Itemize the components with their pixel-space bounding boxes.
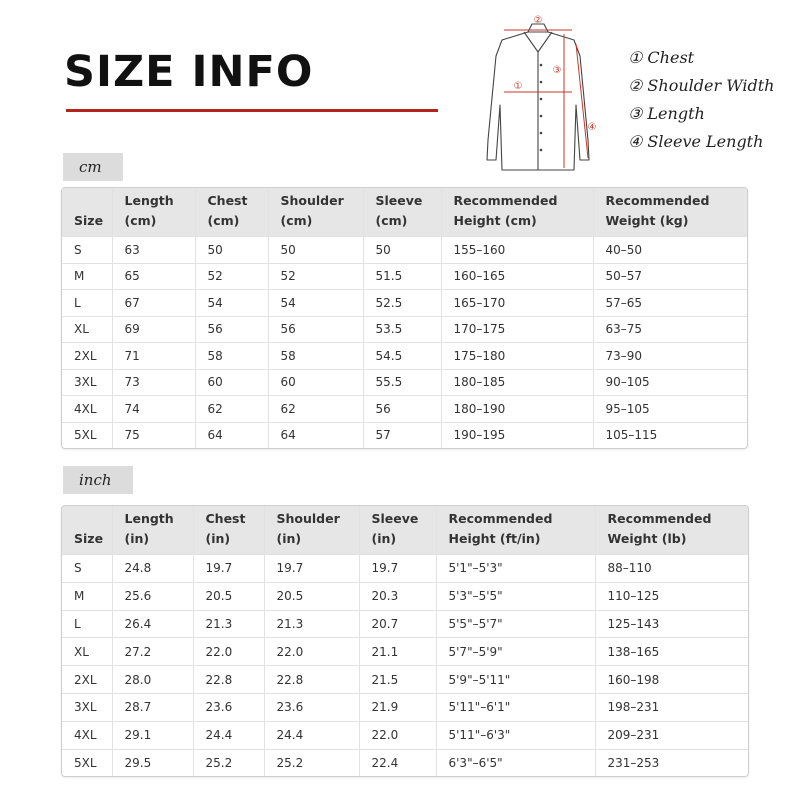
table-cell: 26.4 [112, 610, 193, 638]
table-cell: 155–160 [441, 237, 593, 264]
table-cell: 2XL [62, 666, 112, 694]
table-cell: 67 [112, 290, 195, 317]
column-header-line2: (cm) [207, 213, 240, 228]
table-row [62, 555, 748, 583]
table-cell: 22.0 [193, 638, 264, 666]
table-cell: 56 [363, 396, 441, 423]
sleeve-measure-line [576, 44, 588, 158]
table-cell: 57 [363, 422, 441, 448]
table-cell: 5'9"–5'11" [436, 666, 595, 694]
table-cell: 160–198 [595, 666, 748, 694]
table-cell: 4XL [62, 721, 112, 749]
table-cell: 73–90 [593, 343, 747, 370]
table-cell: 50 [268, 237, 363, 264]
table-header-row [62, 506, 748, 555]
table-cell: 20.5 [264, 582, 359, 610]
column-header [112, 506, 193, 555]
page-title: SIZE INFO [64, 47, 314, 97]
table-cell: 24.8 [112, 555, 193, 583]
column-header-line1: Recommended [605, 193, 710, 208]
table-cell: 2XL [62, 343, 112, 370]
table-row [62, 369, 747, 396]
table-cell: 19.7 [193, 555, 264, 583]
measurement-legend [628, 44, 774, 156]
table-row [62, 290, 747, 317]
table-cell: 22.0 [359, 721, 436, 749]
table-cell: 5'1"–5'3" [436, 555, 595, 583]
table-cell: 20.7 [359, 610, 436, 638]
table-cell: 64 [268, 422, 363, 448]
title-underline [66, 109, 438, 112]
table-cell: 198–231 [595, 693, 748, 721]
table-row [62, 638, 748, 666]
table-cell: 28.0 [112, 666, 193, 694]
table-row [62, 316, 747, 343]
table-cell: 27.2 [112, 638, 193, 666]
table-cell: 5'5"–5'7" [436, 610, 595, 638]
table-cell: 6'3"–6'5" [436, 749, 595, 776]
column-header [593, 188, 747, 237]
table-cell: 165–170 [441, 290, 593, 317]
column-header [363, 188, 441, 237]
table-cell: 52 [268, 263, 363, 290]
column-header-line2: Height (cm) [453, 213, 537, 228]
column-header-line1: Recommended [448, 511, 553, 526]
table-cell: 5XL [62, 749, 112, 776]
column-header [193, 506, 264, 555]
marker-shoulder: ② [533, 15, 543, 26]
table-cell: 21.9 [359, 693, 436, 721]
unit-tag-cm: cm [63, 153, 123, 181]
column-header-line2: (cm) [375, 213, 408, 228]
table-cell: 20.5 [193, 582, 264, 610]
table-cell: 65 [112, 263, 195, 290]
table-row [62, 749, 748, 776]
table-cell: 21.5 [359, 666, 436, 694]
table-cell: 21.3 [264, 610, 359, 638]
table-cell: 25.2 [193, 749, 264, 776]
table-cell: XL [62, 316, 112, 343]
table-cell: 190–195 [441, 422, 593, 448]
table-cell: 62 [195, 396, 268, 423]
table-row [62, 693, 748, 721]
table-cell: 73 [112, 369, 195, 396]
table-cell: 180–190 [441, 396, 593, 423]
table-cell: 62 [268, 396, 363, 423]
column-header-line1: Length [124, 511, 174, 526]
table-cell: M [62, 582, 112, 610]
table-cell: 56 [268, 316, 363, 343]
column-header [436, 506, 595, 555]
column-header-line2: (in) [124, 531, 150, 546]
table-cell: 21.3 [193, 610, 264, 638]
column-header-line1: Sleeve [371, 511, 419, 526]
table-row [62, 610, 748, 638]
table-cell: 63 [112, 237, 195, 264]
table-cell: 105–115 [593, 422, 747, 448]
table-cell: 60 [268, 369, 363, 396]
column-header-line1: Sleeve [375, 193, 423, 208]
table-cell: 21.1 [359, 638, 436, 666]
legend-length: ③ Length [628, 104, 705, 123]
table-cell: 125–143 [595, 610, 748, 638]
table-cell: 160–165 [441, 263, 593, 290]
table-row [62, 721, 748, 749]
table-cell: 51.5 [363, 263, 441, 290]
table-cell: 5'11"–6'3" [436, 721, 595, 749]
size-table-cm-grid [62, 188, 747, 448]
table-cell: 50 [363, 237, 441, 264]
table-cell: 40–50 [593, 237, 747, 264]
table-cell: S [62, 555, 112, 583]
table-row [62, 343, 747, 370]
table-cell: 55.5 [363, 369, 441, 396]
column-header [62, 506, 112, 555]
column-header-line2: (in) [276, 531, 302, 546]
size-table-cm [61, 187, 748, 449]
unit-tag-inch: inch [63, 466, 133, 494]
table-row [62, 582, 748, 610]
table-cell: 58 [268, 343, 363, 370]
legend-shoulder-width: ② Shoulder Width [628, 76, 775, 95]
table-cell: L [62, 610, 112, 638]
marker-sleeve: ④ [587, 122, 597, 133]
column-header-line2: Height (ft/in) [448, 531, 541, 546]
column-header-line1: Chest [205, 511, 246, 526]
column-header-line2: (cm) [280, 213, 313, 228]
column-header-line2: (cm) [124, 213, 157, 228]
table-cell: 22.8 [264, 666, 359, 694]
table-row [62, 237, 747, 264]
table-cell: 53.5 [363, 316, 441, 343]
table-cell: 75 [112, 422, 195, 448]
column-header-line1: Length [124, 193, 174, 208]
table-cell: 170–175 [441, 316, 593, 343]
table-cell: 5'11"–6'1" [436, 693, 595, 721]
column-header [595, 506, 748, 555]
table-cell: 25.6 [112, 582, 193, 610]
column-header [359, 506, 436, 555]
table-cell: 50 [195, 237, 268, 264]
table-cell: 23.6 [264, 693, 359, 721]
table-cell: 4XL [62, 396, 112, 423]
column-header [268, 188, 363, 237]
table-cell: 5XL [62, 422, 112, 448]
table-cell: 22.8 [193, 666, 264, 694]
column-header [62, 188, 112, 237]
table-cell: L [62, 290, 112, 317]
table-cell: 209–231 [595, 721, 748, 749]
table-cell: 180–185 [441, 369, 593, 396]
table-cell: 64 [195, 422, 268, 448]
table-cell: 58 [195, 343, 268, 370]
table-cell: 3XL [62, 693, 112, 721]
table-row [62, 396, 747, 423]
column-header-line2: (in) [371, 531, 397, 546]
table-cell: 88–110 [595, 555, 748, 583]
table-cell: 175–180 [441, 343, 593, 370]
column-header-line2: Size [74, 213, 104, 228]
table-cell: 60 [195, 369, 268, 396]
column-header-line1: Recommended [607, 511, 712, 526]
legend-sleeve-length: ④ Sleeve Length [628, 132, 764, 151]
table-cell: S [62, 237, 112, 264]
table-cell: 54 [268, 290, 363, 317]
marker-chest: ① [513, 81, 523, 92]
size-table-inch [61, 505, 749, 777]
table-header-row [62, 188, 747, 237]
column-header-line2: Weight (lb) [607, 531, 687, 546]
table-cell: 23.6 [193, 693, 264, 721]
table-cell: 19.7 [359, 555, 436, 583]
column-header-line2: (in) [205, 531, 231, 546]
table-cell: 110–125 [595, 582, 748, 610]
shirt-collar [524, 24, 552, 52]
table-cell: 56 [195, 316, 268, 343]
table-cell: 24.4 [264, 721, 359, 749]
column-header [441, 188, 593, 237]
table-cell: 5'7"–5'9" [436, 638, 595, 666]
table-cell: 25.2 [264, 749, 359, 776]
table-cell: 20.3 [359, 582, 436, 610]
legend-chest: ① Chest [628, 48, 695, 67]
table-cell: 63–75 [593, 316, 747, 343]
table-cell: 74 [112, 396, 195, 423]
table-cell: 3XL [62, 369, 112, 396]
shirt-measurement-diagram [458, 10, 618, 180]
table-cell: 138–165 [595, 638, 748, 666]
table-cell: 95–105 [593, 396, 747, 423]
table-cell: 22.4 [359, 749, 436, 776]
column-header [264, 506, 359, 555]
size-table-inch-grid [62, 506, 748, 776]
table-row [62, 263, 747, 290]
column-header-line1: Recommended [453, 193, 558, 208]
table-cell: 28.7 [112, 693, 193, 721]
column-header-line1: Shoulder [276, 511, 340, 526]
table-cell: 22.0 [264, 638, 359, 666]
table-cell: 29.1 [112, 721, 193, 749]
table-cell: 52 [195, 263, 268, 290]
table-cell: 54.5 [363, 343, 441, 370]
table-cell: XL [62, 638, 112, 666]
table-cell: M [62, 263, 112, 290]
table-cell: 5'3"–5'5" [436, 582, 595, 610]
table-cell: 69 [112, 316, 195, 343]
table-cell: 54 [195, 290, 268, 317]
column-header [112, 188, 195, 237]
table-cell: 50–57 [593, 263, 747, 290]
marker-length: ③ [552, 65, 562, 76]
table-cell: 90–105 [593, 369, 747, 396]
column-header-line2: Weight (kg) [605, 213, 689, 228]
table-row [62, 422, 747, 448]
table-cell: 52.5 [363, 290, 441, 317]
column-header [195, 188, 268, 237]
column-header-line1: Shoulder [280, 193, 344, 208]
column-header-line1: Chest [207, 193, 248, 208]
column-header-line2: Size [74, 531, 104, 546]
table-cell: 57–65 [593, 290, 747, 317]
table-cell: 71 [112, 343, 195, 370]
table-cell: 19.7 [264, 555, 359, 583]
table-row [62, 666, 748, 694]
table-cell: 24.4 [193, 721, 264, 749]
table-cell: 29.5 [112, 749, 193, 776]
table-cell: 231–253 [595, 749, 748, 776]
